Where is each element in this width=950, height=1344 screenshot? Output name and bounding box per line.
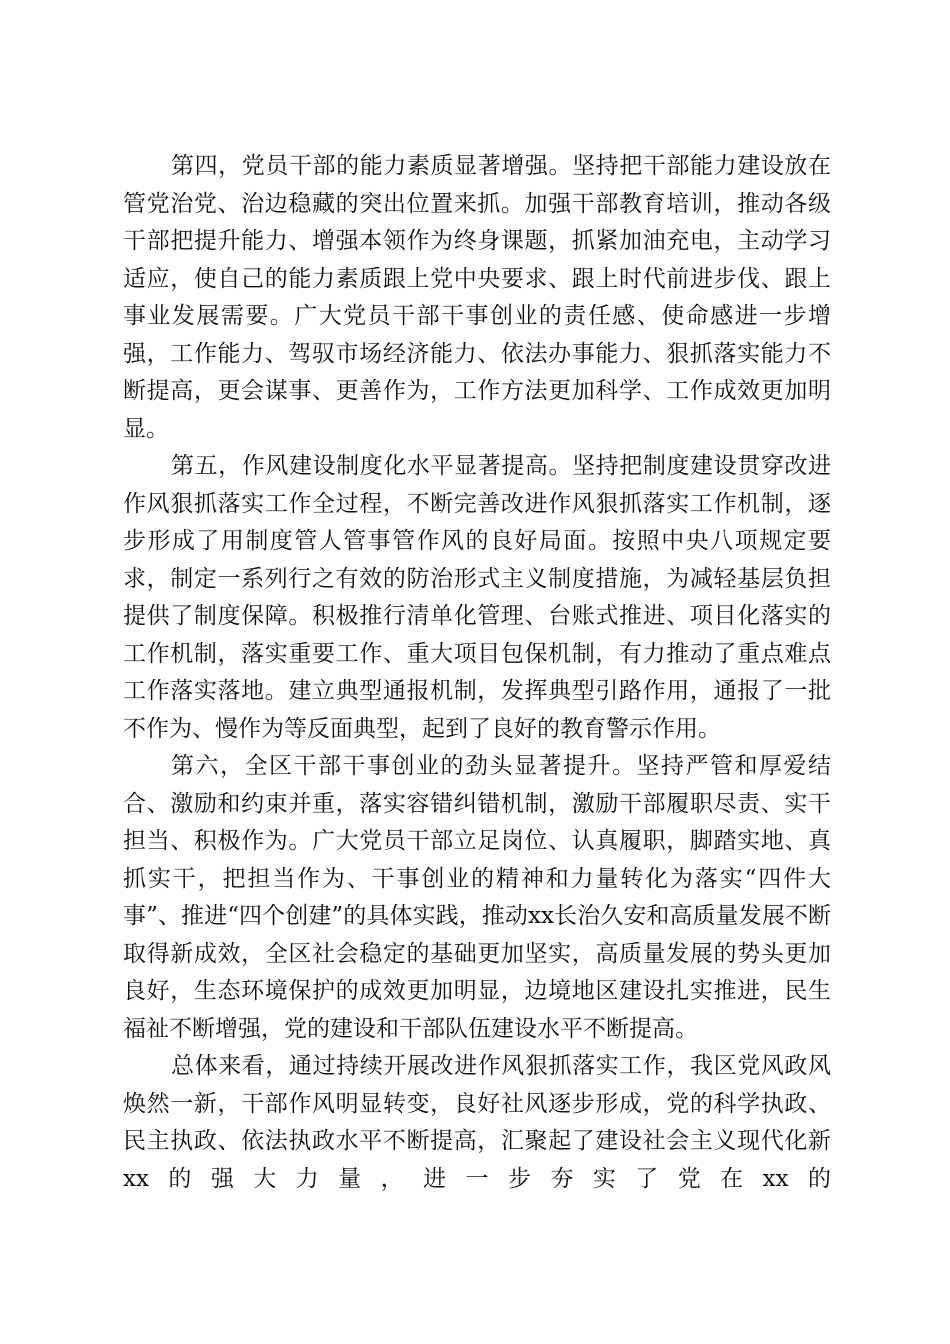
document-page xyxy=(123,148,831,1198)
paragraph-fourth: 第四，党员干部的能力素质显著增强。坚持把干部能力建设放在管党治党、治边稳藏的突出位置来抓。加强干部教育培训，推动各级干部把提升能力、增强本领作为终身课题，抓紧加油充电，主动学习适应，使自己的能力素质跟上党中央要求、跟上时代前进步伐、跟上事业发展需要。广大党员干部干事创业的责任感、使命感进一步增强，工作能力、驾驭市场经济能力、依法办事能力、狠抓落实能力不断提高，更会谋事、更善作为，工作方法更加科学、工作成效更加明显。 xyxy=(123,153,831,442)
paragraph-summary: 总体来看，通过持续开展改进作风狠抓落实工作，我区党风政风焕然一新，干部作风明显转变，良好社风逐步形成，党的科学执政、民主执政、依法执政水平不断提高，汇聚起了建设社会主义现代化新xx的强大力量，进一步夯实了党在xx的 xyxy=(123,1053,831,1192)
paragraph-fifth: 第五，作风建设制度化水平显著提高。坚持把制度建设贯穿改进作风狠抓落实工作全过程，不断完善改进作风狠抓落实工作机制，逐步形成了用制度管人管事管作风的良好局面。按照中央八项规定要求，制定一系列行之有效的防治形式主义制度措施，为减轻基层负担提供了制度保障。积极推行清单化管理、台账式推进、项目化落实的工作机制，落实重要工作、重大项目包保机制，有力推动了重点难点工作落实落地。建立典型通报机制，发挥典型引路作用，通报了一批不作为、慢作为等反面典型，起到了良好的教育警示作用。 xyxy=(123,453,831,742)
paragraph-sixth: 第六，全区干部干事创业的劲头显著提升。坚持严管和厚爱结合、激励和约束并重，落实容错纠错机制，激励干部履职尽责、实干担当、积极作为。广大党员干部立足岗位、认真履职，脚踏实地、真抓实干，把担当作为、干事创业的精神和力量转化为落实“四件大事”、推进“四个创建”的具体实践，推动xx长治久安和高质量发展不断取得新成效，全区社会稳定的基础更加坚实，高质量发展的势头更加良好，生态环境保护的成效更加明显，边境地区建设扎实推进，民生福祉不断增强，党的建设和干部队伍建设水平不断提高。 xyxy=(123,753,831,1042)
